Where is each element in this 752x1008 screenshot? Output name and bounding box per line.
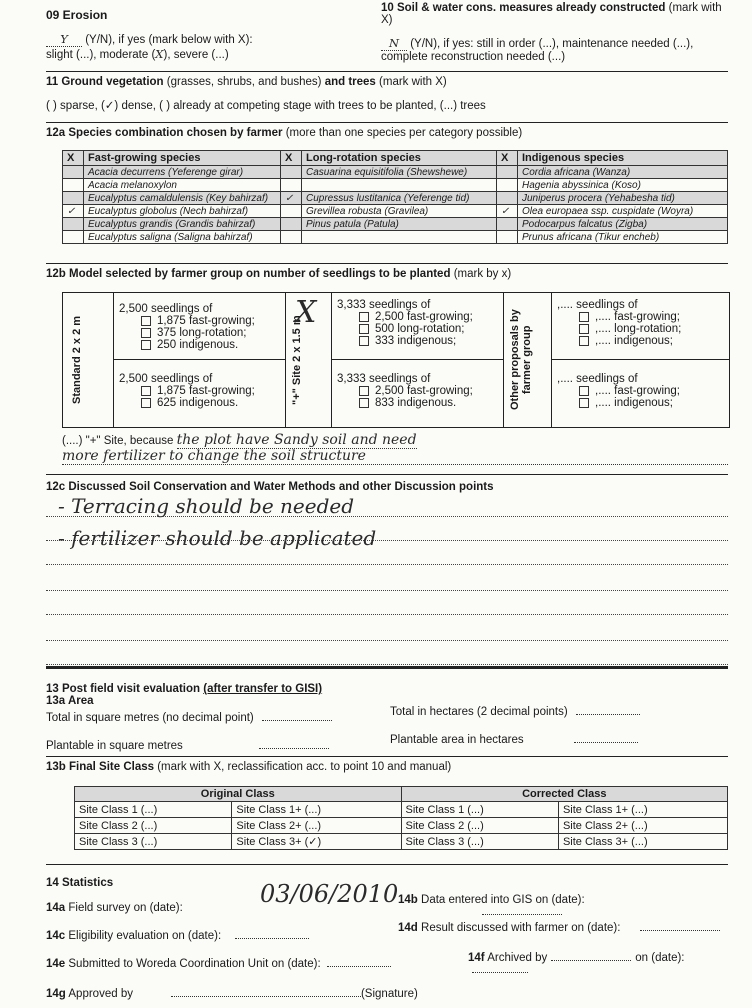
seedling-option-label: 500 long-rotation;: [375, 323, 465, 335]
site-class-cell[interactable]: Site Class 2+ (...): [558, 818, 727, 834]
mark-x2[interactable]: [281, 179, 302, 192]
archived-row: [468, 952, 728, 976]
model-title-suffix: (mark by x): [453, 268, 512, 280]
fast-species: Eucalyptus saligna (Saligna bahirzaf): [84, 231, 281, 244]
s14d-no: 14d: [398, 922, 418, 934]
seedling-option: [141, 385, 255, 397]
form-page: [46, 0, 728, 1008]
plus-block-2: [337, 373, 473, 409]
s14c-label: Eligibility evaluation on (date):: [68, 930, 222, 942]
soil-water-answer: N: [388, 36, 400, 50]
seedling-option-label: 833 indigenous.: [375, 397, 457, 409]
col-long: Long-rotation species: [302, 151, 497, 166]
seedling-option-label: 333 indigenous;: [375, 335, 457, 347]
other-proposals-label: Other proposals by farmer group: [509, 309, 533, 411]
site-class-cell[interactable]: Site Class 2 (...): [75, 818, 232, 834]
site-class-cell[interactable]: Site Class 3+ (✓): [232, 834, 401, 850]
field-survey-date: 03/06/2010: [260, 880, 399, 908]
plus2-head: 3,333 seedlings of: [337, 373, 431, 385]
mark-x3[interactable]: [497, 166, 518, 179]
oth1-head: ,.... seedlings of: [557, 299, 638, 311]
area-title: 13a Area: [46, 695, 94, 707]
pha-field[interactable]: [390, 734, 638, 746]
seedling-option: [359, 335, 473, 347]
indigenous-species: Cordia africana (Wanza): [518, 166, 728, 179]
indigenous-species: Hagenia abyssinica (Koso): [518, 179, 728, 192]
mark-x2[interactable]: [281, 166, 302, 179]
checkbox[interactable]: [141, 386, 151, 396]
mark-x1[interactable]: [63, 179, 84, 192]
seedling-option-label: 2,500 fast-growing;: [375, 385, 473, 397]
checkbox[interactable]: [141, 398, 151, 408]
seedling-option: [141, 327, 255, 339]
s14f-label-2: on (date):: [635, 952, 685, 964]
site-class-cell[interactable]: Site Class 2 (...): [401, 818, 558, 834]
other-block-1: [557, 299, 681, 347]
erosion-moderate-mark: X: [155, 47, 164, 61]
seedling-option-label: 375 long-rotation;: [157, 327, 247, 339]
col-fast: Fast-growing species: [84, 151, 281, 166]
checkbox[interactable]: [141, 340, 151, 350]
fast-species: Eucalyptus globolus (Nech bahirzaf): [84, 205, 281, 218]
species-table: [62, 150, 728, 244]
pha-label: Plantable area in hectares: [390, 734, 524, 746]
other-block-2: [557, 373, 680, 409]
standard-label: Standard 2 x 2 m: [71, 315, 83, 405]
s14f-no: 14f: [468, 952, 485, 964]
psqm-field[interactable]: [46, 740, 329, 752]
species-header-row: [63, 151, 728, 166]
mark-x2[interactable]: ✓: [281, 192, 302, 205]
discussed-row: [398, 922, 720, 934]
field-survey-row: [46, 902, 183, 914]
checkbox[interactable]: [141, 328, 151, 338]
mark-x3[interactable]: [497, 218, 518, 231]
reason-hand-2: more fertilizer to change the soil structure: [62, 448, 728, 465]
plus-site-mark: X: [295, 295, 317, 330]
soil-water-section: [381, 2, 728, 63]
post-visit-title-u: (after transfer to GISI): [203, 683, 323, 695]
model-section: [46, 263, 728, 280]
s14c-no: 14c: [46, 930, 66, 942]
post-visit-section: [46, 666, 728, 707]
indigenous-species: Podocarpus falcatus (Zigba): [518, 218, 728, 231]
seedling-option: [141, 339, 255, 351]
s14g-label: Approved by: [68, 988, 133, 1000]
checkbox[interactable]: [579, 398, 589, 408]
checkbox[interactable]: [579, 336, 589, 346]
long-species: Casuarina equisitifolia (Shewshewe): [302, 166, 497, 179]
indigenous-species: Olea europaea ssp. cuspidate (Woyra): [518, 205, 728, 218]
species-row: [63, 192, 728, 205]
site-class-cell[interactable]: Site Class 3 (...): [401, 834, 558, 850]
final-class-section: [46, 756, 728, 773]
checkbox[interactable]: [359, 336, 369, 346]
checkbox[interactable]: [579, 312, 589, 322]
seedling-option: [359, 323, 473, 335]
species-row: [63, 205, 728, 218]
species-row: [63, 231, 728, 244]
seedling-option: [359, 385, 473, 397]
species-title: 12a Species combination chosen by farmer: [46, 127, 283, 139]
seedling-option-label: ,.... indigenous;: [595, 335, 673, 347]
seedling-option: [579, 335, 681, 347]
gv-title-mid: (grasses, shrubs, and bushes): [166, 76, 322, 88]
checkbox[interactable]: [359, 386, 369, 396]
seedling-option-label: ,.... long-rotation;: [595, 323, 682, 335]
mark-x3[interactable]: [497, 179, 518, 192]
post-visit-title: 13 Post field visit evaluation: [46, 683, 201, 695]
mark-x1[interactable]: [63, 192, 84, 205]
long-species: Pinus patula (Patula): [302, 218, 497, 231]
eligibility-row: [46, 930, 309, 942]
s14e-no: 14e: [46, 958, 66, 970]
fast-species: Acacia melanoxylon: [84, 179, 281, 192]
plus-reason: [62, 432, 728, 465]
std-block-2: [119, 373, 255, 409]
site-class-cell[interactable]: Site Class 1+ (...): [558, 802, 727, 818]
long-species: [302, 179, 497, 192]
site-class-cell[interactable]: Site Class 1+ (...): [232, 802, 401, 818]
std2-head: 2,500 seedlings of: [119, 373, 213, 385]
s14e-label: Submitted to Woreda Coordination Unit on (date):: [68, 958, 321, 970]
mark-x1[interactable]: [63, 166, 84, 179]
site-class-row: [75, 834, 728, 850]
erosion-line1: [46, 32, 376, 47]
soil-water-title: 10 Soil & water cons. measures already constructed: [381, 2, 666, 14]
discussion-title: 12c Discussed Soil Conservation and Water Methods and other Discussion points: [46, 481, 494, 493]
gv-options: ( ) sparse, (✓) dense, ( ) already at competing stage with trees to be planted, (...) trees: [46, 100, 486, 112]
seedling-option: [579, 323, 681, 335]
long-species: Grevillea robusta (Gravilea): [302, 205, 497, 218]
seedling-option-label: 625 indigenous.: [157, 397, 239, 409]
plus1-head: 3,333 seedlings of: [337, 299, 431, 311]
fast-species: Eucalyptus grandis (Grandis bahirzaf): [84, 218, 281, 231]
seedling-option-label: ,.... fast-growing;: [595, 311, 681, 323]
ground-vegetation-section: [46, 71, 728, 112]
erosion-title: 09 Erosion: [46, 8, 108, 22]
seedling-option-label: 1,875 fast-growing;: [157, 315, 255, 327]
discussion-hand-1: - Terracing should be needed: [58, 494, 355, 518]
seedling-option-label: ,.... indigenous;: [595, 397, 673, 409]
erosion-question: (Y/N), if yes (mark below with X):: [85, 34, 253, 46]
plus-site-label: "+" Site 2 x 1.5 m: [291, 315, 303, 405]
plus-block-1: [337, 299, 473, 347]
original-class-header: Original Class: [75, 787, 402, 802]
std-block-1: [119, 303, 255, 351]
site-class-cell[interactable]: Site Class 1 (...): [75, 802, 232, 818]
mark-x1[interactable]: [63, 231, 84, 244]
site-class-cell[interactable]: Site Class 3+ (...): [558, 834, 727, 850]
reason-hand-1: the plot have Sandy soil and need: [176, 432, 417, 448]
site-class-cell[interactable]: Site Class 3 (...): [75, 834, 232, 850]
site-class-cell[interactable]: Site Class 1 (...): [401, 802, 558, 818]
species-row: [63, 166, 728, 179]
site-class-cell[interactable]: Site Class 2+ (...): [232, 818, 401, 834]
mark-x3[interactable]: ✓: [497, 205, 518, 218]
checkbox[interactable]: [141, 316, 151, 326]
gv-title: 11 Ground vegetation: [46, 76, 164, 88]
erosion-line2: [46, 47, 376, 61]
seedling-option: [141, 397, 255, 409]
checkbox[interactable]: [579, 386, 589, 396]
seedling-option-label: 1,875 fast-growing;: [157, 385, 255, 397]
seedling-option: [359, 397, 473, 409]
erosion-options-a: slight (...), moderate (: [46, 49, 156, 61]
seedling-option: [141, 315, 255, 327]
gv-title-trees: and trees: [324, 76, 376, 88]
seedling-option-label: 2,500 fast-growing;: [375, 311, 473, 323]
discussion-hand-2: - fertilizer should be applicated: [58, 526, 377, 550]
mark-x1[interactable]: [63, 218, 84, 231]
reason-prefix: (....) "+" Site, because: [62, 435, 174, 447]
long-species: Cupressus lustitanica (Yeferenge tid): [302, 192, 497, 205]
checkbox[interactable]: [359, 324, 369, 334]
s14b-no: 14b: [398, 894, 418, 906]
seedling-option: [359, 311, 473, 323]
sqm-field[interactable]: [46, 712, 332, 724]
soil-water-line2: complete reconstruction needed (...): [381, 51, 566, 63]
mark-x2[interactable]: [281, 231, 302, 244]
mark-x2[interactable]: [281, 205, 302, 218]
fast-species: Eucalyptus camaldulensis (Key bahirzaf): [84, 192, 281, 205]
soil-water-title-suffix: (mark with X): [381, 2, 722, 26]
s14b-label: Data entered into GIS on (date):: [421, 894, 585, 906]
site-class-row: [75, 802, 728, 818]
ha-field[interactable]: [390, 706, 640, 718]
col-ind: Indigenous species: [518, 151, 728, 166]
s14g-label-2: (Signature): [360, 988, 418, 1000]
ha-label: Total in hectares (2 decimal points): [390, 706, 568, 718]
seedling-option-label: 250 indigenous.: [157, 339, 239, 351]
s14a-no: 14a: [46, 902, 66, 914]
fast-species: Acacia decurrens (Yeferenge girar): [84, 166, 281, 179]
erosion-options-b: ), severe (...): [163, 49, 229, 61]
mark-x1[interactable]: ✓: [63, 205, 84, 218]
corrected-class-header: Corrected Class: [401, 787, 727, 802]
model-box: [62, 292, 730, 428]
checkbox[interactable]: [359, 398, 369, 408]
sqm-label: Total in square metres (no decimal point): [46, 712, 254, 724]
psqm-label: Plantable in square metres: [46, 740, 183, 752]
final-class-title: 13b Final Site Class: [46, 761, 155, 773]
long-species: [302, 231, 497, 244]
model-title: 12b Model selected by farmer group on number of seedlings to be planted: [46, 268, 451, 280]
species-row: [63, 179, 728, 192]
approved-row: [46, 988, 418, 1000]
col-x1: X: [63, 151, 84, 166]
soil-water-question: (Y/N), if yes: still in order (...), maintenance needed (...),: [410, 38, 694, 50]
erosion-answer: Y: [60, 32, 68, 46]
mark-x3[interactable]: [497, 192, 518, 205]
submitted-row: [46, 958, 391, 970]
seedling-option-label: ,.... fast-growing;: [595, 385, 681, 397]
species-row: [63, 218, 728, 231]
gis-entry-row: [398, 894, 728, 918]
checkbox[interactable]: [359, 312, 369, 322]
s14d-label: Result discussed with farmer on (date):: [421, 922, 621, 934]
checkbox[interactable]: [579, 324, 589, 334]
gv-title-suffix: (mark with X): [379, 76, 447, 88]
site-class-table: [74, 786, 728, 850]
mark-x3[interactable]: [497, 231, 518, 244]
seedling-option: [579, 311, 681, 323]
s14f-label: Archived by: [487, 952, 548, 964]
species-title-suffix: (more than one species per category possible): [285, 127, 523, 139]
s14g-no: 14g: [46, 988, 66, 1000]
indigenous-species: Juniperus procera (Yehabesha tid): [518, 192, 728, 205]
mark-x2[interactable]: [281, 218, 302, 231]
statistics-title: 14 Statistics: [46, 877, 114, 889]
site-class-row: [75, 818, 728, 834]
species-section: [46, 122, 728, 139]
s14a-label: Field survey on (date):: [68, 902, 183, 914]
indigenous-species: Prunus africana (Tikur encheb): [518, 231, 728, 244]
erosion-section: [46, 8, 376, 61]
final-class-title-suffix: (mark with X, reclassification acc. to point 10 and manual): [157, 761, 452, 773]
oth2-head: ,.... seedlings of: [557, 373, 638, 385]
discussion-section: [46, 474, 728, 493]
seedling-option: [579, 385, 680, 397]
col-x3: X: [497, 151, 518, 166]
col-x2: X: [281, 151, 302, 166]
seedling-option: [579, 397, 680, 409]
std1-head: 2,500 seedlings of: [119, 303, 213, 315]
